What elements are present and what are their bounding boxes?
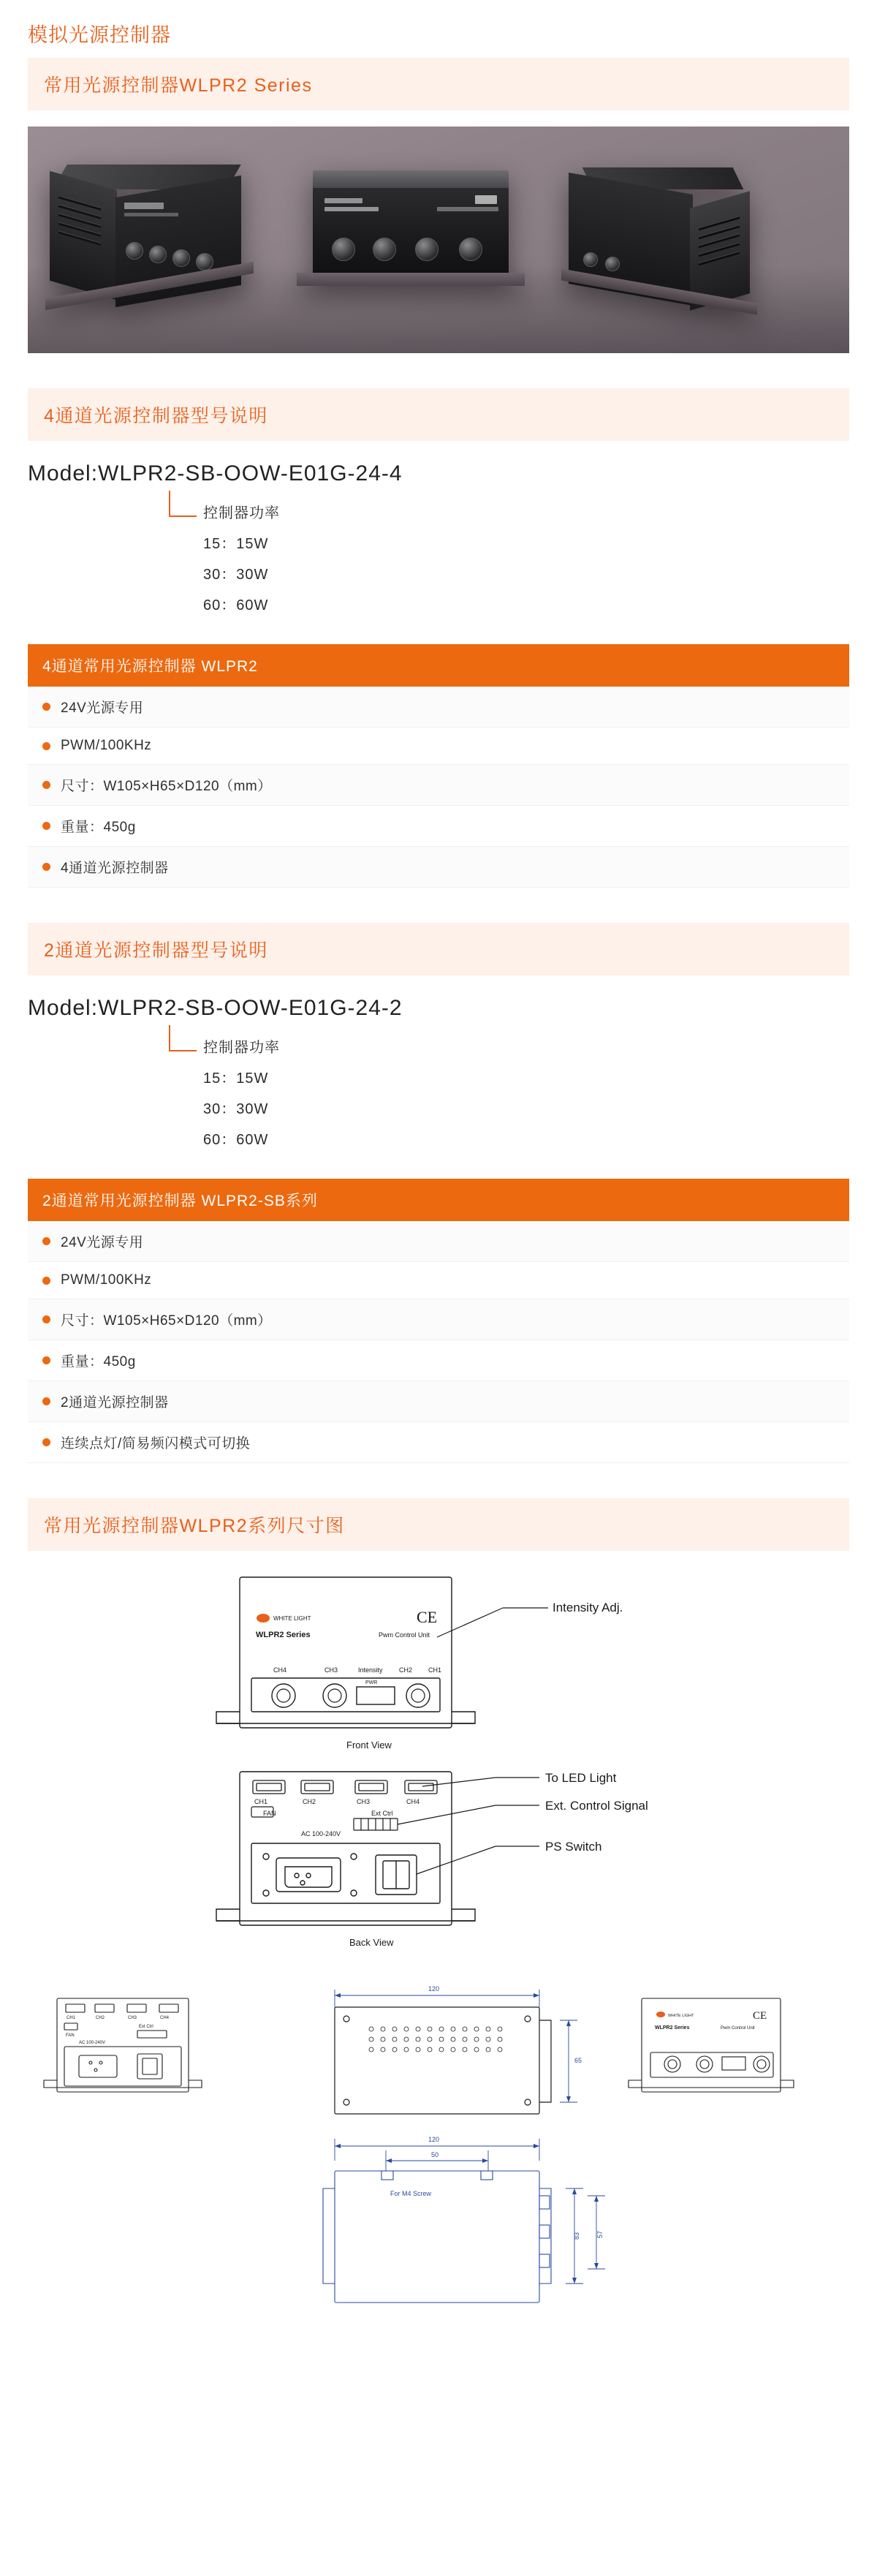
callout-horizontal-line (169, 515, 197, 517)
small-front-series: WLPR2 Series (655, 2025, 690, 2031)
spec-row (28, 847, 849, 888)
spec-text: PWM/100KHz (61, 1272, 152, 1288)
spec-text: PWM/100KHz (61, 738, 152, 753)
bullet-icon (42, 1277, 50, 1285)
spec-row (28, 1221, 849, 1262)
spec4-header: 4通道常用光源控制器 WLPR2 (28, 644, 849, 687)
page-title: 模拟光源控制器 (28, 24, 171, 46)
spec-row (28, 687, 849, 728)
spec-text: 24V光源专用 (61, 1235, 144, 1250)
bullet-icon (42, 742, 50, 750)
callout-vertical-line (169, 491, 170, 517)
model4-code: Model:WLPR2-SB-OOW-E01G-24-4 (28, 461, 403, 486)
model4-callout (28, 486, 849, 644)
spec-text: 尺寸：W105×H65×D120（mm） (61, 779, 272, 794)
spec-row (28, 806, 849, 847)
back-view-drawing (28, 1764, 849, 1976)
unit-connector (332, 238, 355, 261)
dim-width-top: 120 (428, 1985, 440, 1993)
spec-row (28, 1299, 849, 1340)
small-back-port-label: CH3 (128, 2016, 137, 2020)
bullet-icon (42, 822, 50, 830)
callout-item: 15：15W (203, 536, 269, 552)
back-annotation: To LED Light (545, 1771, 617, 1785)
bullet-icon (42, 1356, 50, 1364)
small-front-brand: WHITE LIGHT (668, 2014, 694, 2018)
controller-unit-center (305, 170, 517, 302)
model2-callout (28, 1021, 849, 1179)
back-annotation: PS Switch (545, 1840, 602, 1854)
screw-note: For M4 Screw (390, 2190, 432, 2197)
spec-row (28, 1422, 849, 1463)
dim-height-right: 65 (574, 2057, 582, 2064)
front-series: WLPR2 Series (256, 1631, 311, 1639)
front-view-drawing (28, 1567, 849, 1764)
callout-title: 控制器功率 (203, 1040, 280, 1056)
small-back-port-label: CH4 (160, 2016, 170, 2020)
small-ce-mark: CE (753, 2010, 767, 2022)
front-unit-label: Pwm Control Unit (379, 1631, 430, 1639)
spec-row (28, 1262, 849, 1299)
spec-text: 重量：450g (61, 820, 136, 835)
bullet-icon (42, 863, 50, 871)
spec2-list (28, 1221, 849, 1463)
bullet-icon (42, 1237, 50, 1245)
callout-item: 60：60W (203, 597, 269, 613)
controller-unit-right (561, 167, 759, 306)
small-back-fan-label: FAN (66, 2033, 75, 2038)
bullet-icon (42, 781, 50, 789)
section-header-model2: 2通道光源控制器型号说明 (28, 923, 849, 975)
back-ac-label: AC 100-240V (301, 1830, 341, 1837)
dim-width-bottom: 120 (428, 2136, 440, 2143)
controller-unit-left (50, 165, 262, 303)
callout-item: 15：15W (203, 1070, 269, 1087)
dim-b: 57 (596, 2230, 604, 2238)
bullet-icon (42, 1438, 50, 1446)
unit-front-panel (313, 188, 509, 274)
unit-logo (124, 203, 164, 209)
back-port-label: CH4 (406, 1798, 420, 1805)
back-view-caption: Back View (349, 1937, 394, 1948)
spec-row (28, 728, 849, 765)
back-port-label: CH1 (254, 1798, 268, 1805)
back-annotation: Ext. Control Signal (545, 1799, 648, 1813)
front-port-label: CH1 (428, 1666, 442, 1674)
unit-connector (459, 238, 482, 261)
callout-item: 30：30W (203, 1101, 269, 1117)
unit-connector (583, 252, 598, 267)
spec-text: 连续点灯/简易频闪模式可切换 (61, 1436, 251, 1451)
unit-connector (149, 246, 167, 263)
unit-top-panel (313, 170, 509, 189)
unit-connector (373, 238, 396, 261)
callout-item: 60：60W (203, 1132, 269, 1148)
dimension-views-drawing (28, 1976, 849, 2371)
unit-connector (605, 257, 620, 271)
dim-inner-width: 50 (431, 2151, 439, 2158)
callout-horizontal-line (169, 1050, 197, 1051)
unit-connector (415, 238, 438, 261)
back-ext-label: Ext Ctrl (371, 1810, 393, 1817)
spec-text: 24V光源专用 (61, 700, 144, 716)
dim-a: 83 (573, 2232, 580, 2240)
front-port-label: Intensity (358, 1666, 383, 1674)
front-brand: WHITE LIGHT (273, 1615, 311, 1622)
spec-row (28, 1381, 849, 1422)
unit-connector (172, 249, 190, 267)
bullet-icon (42, 1397, 50, 1405)
dimension-drawings (28, 1567, 849, 2371)
small-back-ac-label: AC 100-240V (79, 2041, 106, 2045)
unit-connector (126, 242, 143, 260)
small-back-port-label: CH2 (96, 2016, 105, 2020)
section-header-dimensions: 常用光源控制器WLPR2系列尺寸图 (28, 1498, 849, 1551)
ce-mark: CE (417, 1608, 438, 1626)
front-port-label: CH4 (273, 1666, 287, 1674)
spec-row (28, 765, 849, 806)
bullet-icon (42, 703, 50, 711)
unit-mount-base (297, 273, 525, 286)
unit-connector (196, 253, 213, 271)
spec-row (28, 1340, 849, 1381)
product-photo-strip (28, 126, 849, 353)
section-header-model4: 4通道光源控制器型号说明 (28, 388, 849, 441)
callout-item: 30：30W (203, 567, 269, 583)
small-back-port-label: CH1 (67, 2016, 76, 2020)
section-header-series: 常用光源控制器WLPR2 Series (28, 58, 849, 110)
unit-label (124, 213, 178, 216)
spec-text: 2通道光源控制器 (61, 1395, 169, 1410)
bullet-icon (42, 1315, 50, 1323)
spec4-list (28, 687, 849, 888)
callout-vertical-line (169, 1025, 170, 1051)
front-annotation: Intensity Adj. (553, 1601, 623, 1614)
unit-side-panel (50, 171, 117, 300)
front-port-label: CH2 (399, 1666, 413, 1674)
front-port-label: CH3 (324, 1666, 338, 1674)
spec2-header: 2通道常用光源控制器 WLPR2-SB系列 (28, 1179, 849, 1221)
front-view-caption: Front View (346, 1740, 392, 1750)
spec-text: 4通道光源控制器 (61, 861, 169, 876)
back-fan-label: FAN (263, 1810, 276, 1817)
spec-text: 重量：450g (61, 1354, 136, 1370)
back-port-label: CH3 (357, 1798, 371, 1805)
model2-code: Model:WLPR2-SB-OOW-E01G-24-2 (28, 996, 403, 1020)
back-port-label: CH2 (303, 1798, 316, 1805)
front-sub-label: PWR (365, 1680, 378, 1685)
small-back-ext-label: Ext Ctrl (139, 2025, 153, 2029)
small-front-unit-label: Pwm Control Unit (721, 2026, 755, 2031)
spec-text: 尺寸：W105×H65×D120（mm） (61, 1313, 272, 1329)
callout-title: 控制器功率 (203, 505, 280, 521)
